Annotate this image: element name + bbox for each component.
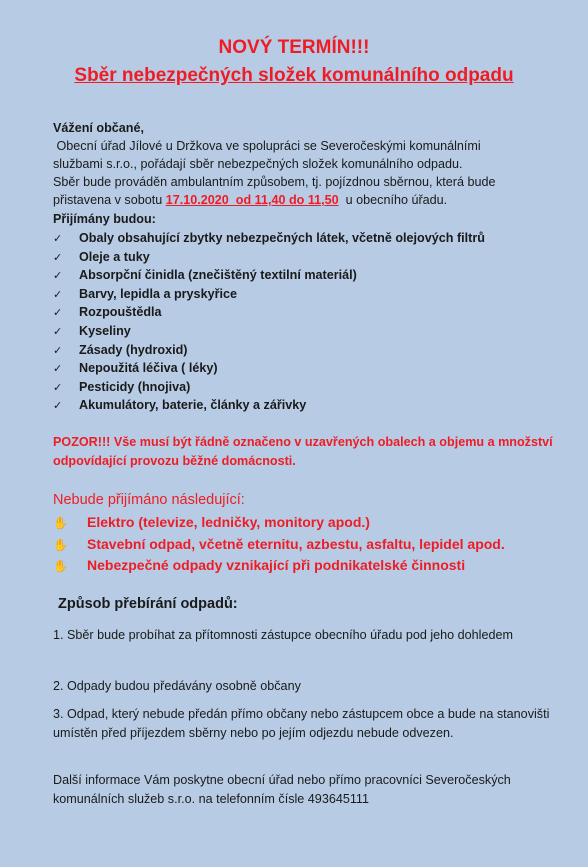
ok-hand-icon: ✓ bbox=[53, 251, 63, 264]
not-accepted-list bbox=[53, 512, 505, 577]
ok-hand-icon: ✓ bbox=[53, 233, 63, 245]
collection-mode-heading: Způsob přebírání odpadů: bbox=[58, 596, 238, 612]
list-item: ✋ Nebezpečné odpady vznikající při podnikatelské činnosti bbox=[53, 555, 505, 577]
collection-point: 1. Sběr bude probíhat za přítomnosti zástupce obecního úřadu pod jeho dohledem bbox=[53, 628, 513, 642]
intro-line: Sběr bude prováděn ambulantním způsobem, tj. pojízdnou sběrnou, která bude bbox=[53, 175, 496, 189]
ok-hand-icon: ✓ bbox=[53, 325, 63, 338]
collection-point: 2. Odpady budou předávány osobně občany bbox=[53, 679, 301, 693]
list-item: ✓ Rozpouštědla bbox=[53, 303, 485, 322]
not-accepted-heading: Nebude přijímáno následující: bbox=[53, 492, 245, 508]
list-item: ✓ Pesticidy (hnojiva) bbox=[53, 378, 485, 397]
ok-hand-icon: ✓ bbox=[53, 363, 63, 376]
ok-hand-icon: ✓ bbox=[53, 400, 63, 413]
ok-hand-icon: ✓ bbox=[53, 270, 63, 283]
collection-date: 17.10.2020 od 11,40 do 11,50 bbox=[165, 193, 339, 207]
accepted-heading: Přijímány budou: bbox=[53, 212, 156, 226]
list-item: ✓ Akumulátory, baterie, články a zářivky bbox=[53, 396, 485, 415]
list-item: ✓ Absorpční činidla (znečištěný textilní materiál) bbox=[53, 266, 485, 285]
ok-hand-icon: ✓ bbox=[53, 344, 63, 357]
list-item: ✋ Stavební odpad, včetně eternitu, azbestu, asfaltu, lepidel apod. bbox=[53, 534, 505, 556]
intro-line: službami s.r.o., pořádají sběr nebezpečných složek komunálního odpadu. bbox=[53, 157, 463, 171]
stop-hand-icon: ✋ bbox=[53, 537, 68, 552]
collection-point: 3. Odpad, který nebude předán přímo občany nebo zástupcem obce a bude na stanovišti umístěn před příjezdem sběrny nebo po jejím odjezdu nebude odvezen. bbox=[53, 707, 550, 740]
stop-hand-icon: ✋ bbox=[53, 559, 68, 573]
list-item: ✓ Barvy, lepidla a pryskyřice bbox=[53, 285, 485, 304]
date-line-prefix: přistavena v sobotu bbox=[53, 193, 166, 207]
greeting: Vážení občané, bbox=[53, 121, 144, 135]
list-item: ✓ Obaly obsahující zbytky nebezpečných látek, včetně olejových filtrů bbox=[53, 229, 485, 248]
contact-info: Další informace Vám poskytne obecní úřad nebo přímo pracovníci Severočeských komunálních služeb s.r.o. na telefonním čísle 493645111 bbox=[53, 773, 511, 806]
intro-paragraph bbox=[53, 137, 553, 209]
warning-note: POZOR!!! Vše musí být řádně označeno v uzavřených obalech a objemu a množství odpovídající provozu běžné domácnosti. bbox=[53, 435, 553, 468]
list-item: ✓ Nepoužitá léčiva ( léky) bbox=[53, 359, 485, 378]
date-line-suffix: u obecního úřadu. bbox=[338, 193, 448, 207]
intro-line: Obecní úřad Jílové u Držkova ve spolupráci se Severočeskými komunálními bbox=[53, 139, 481, 153]
ok-hand-icon: ✓ bbox=[53, 307, 63, 320]
page-title: NOVÝ TERMÍN!!! bbox=[218, 37, 370, 58]
intro-date-line bbox=[53, 191, 553, 209]
ok-hand-icon: ✓ bbox=[53, 381, 63, 394]
ok-hand-icon: ✓ bbox=[53, 288, 63, 301]
stop-hand-icon: ✋ bbox=[53, 516, 68, 530]
list-item: ✓ Zásady (hydroxid) bbox=[53, 341, 485, 360]
list-item: ✓ Oleje a tuky bbox=[53, 248, 485, 267]
list-item: ✋ Elektro (televize, ledničky, monitory apod.) bbox=[53, 512, 505, 534]
page-subtitle: Sběr nebezpečných složek komunálního odpadu bbox=[74, 65, 514, 86]
list-item: ✓ Kyseliny bbox=[53, 322, 485, 341]
accepted-list bbox=[53, 229, 485, 415]
